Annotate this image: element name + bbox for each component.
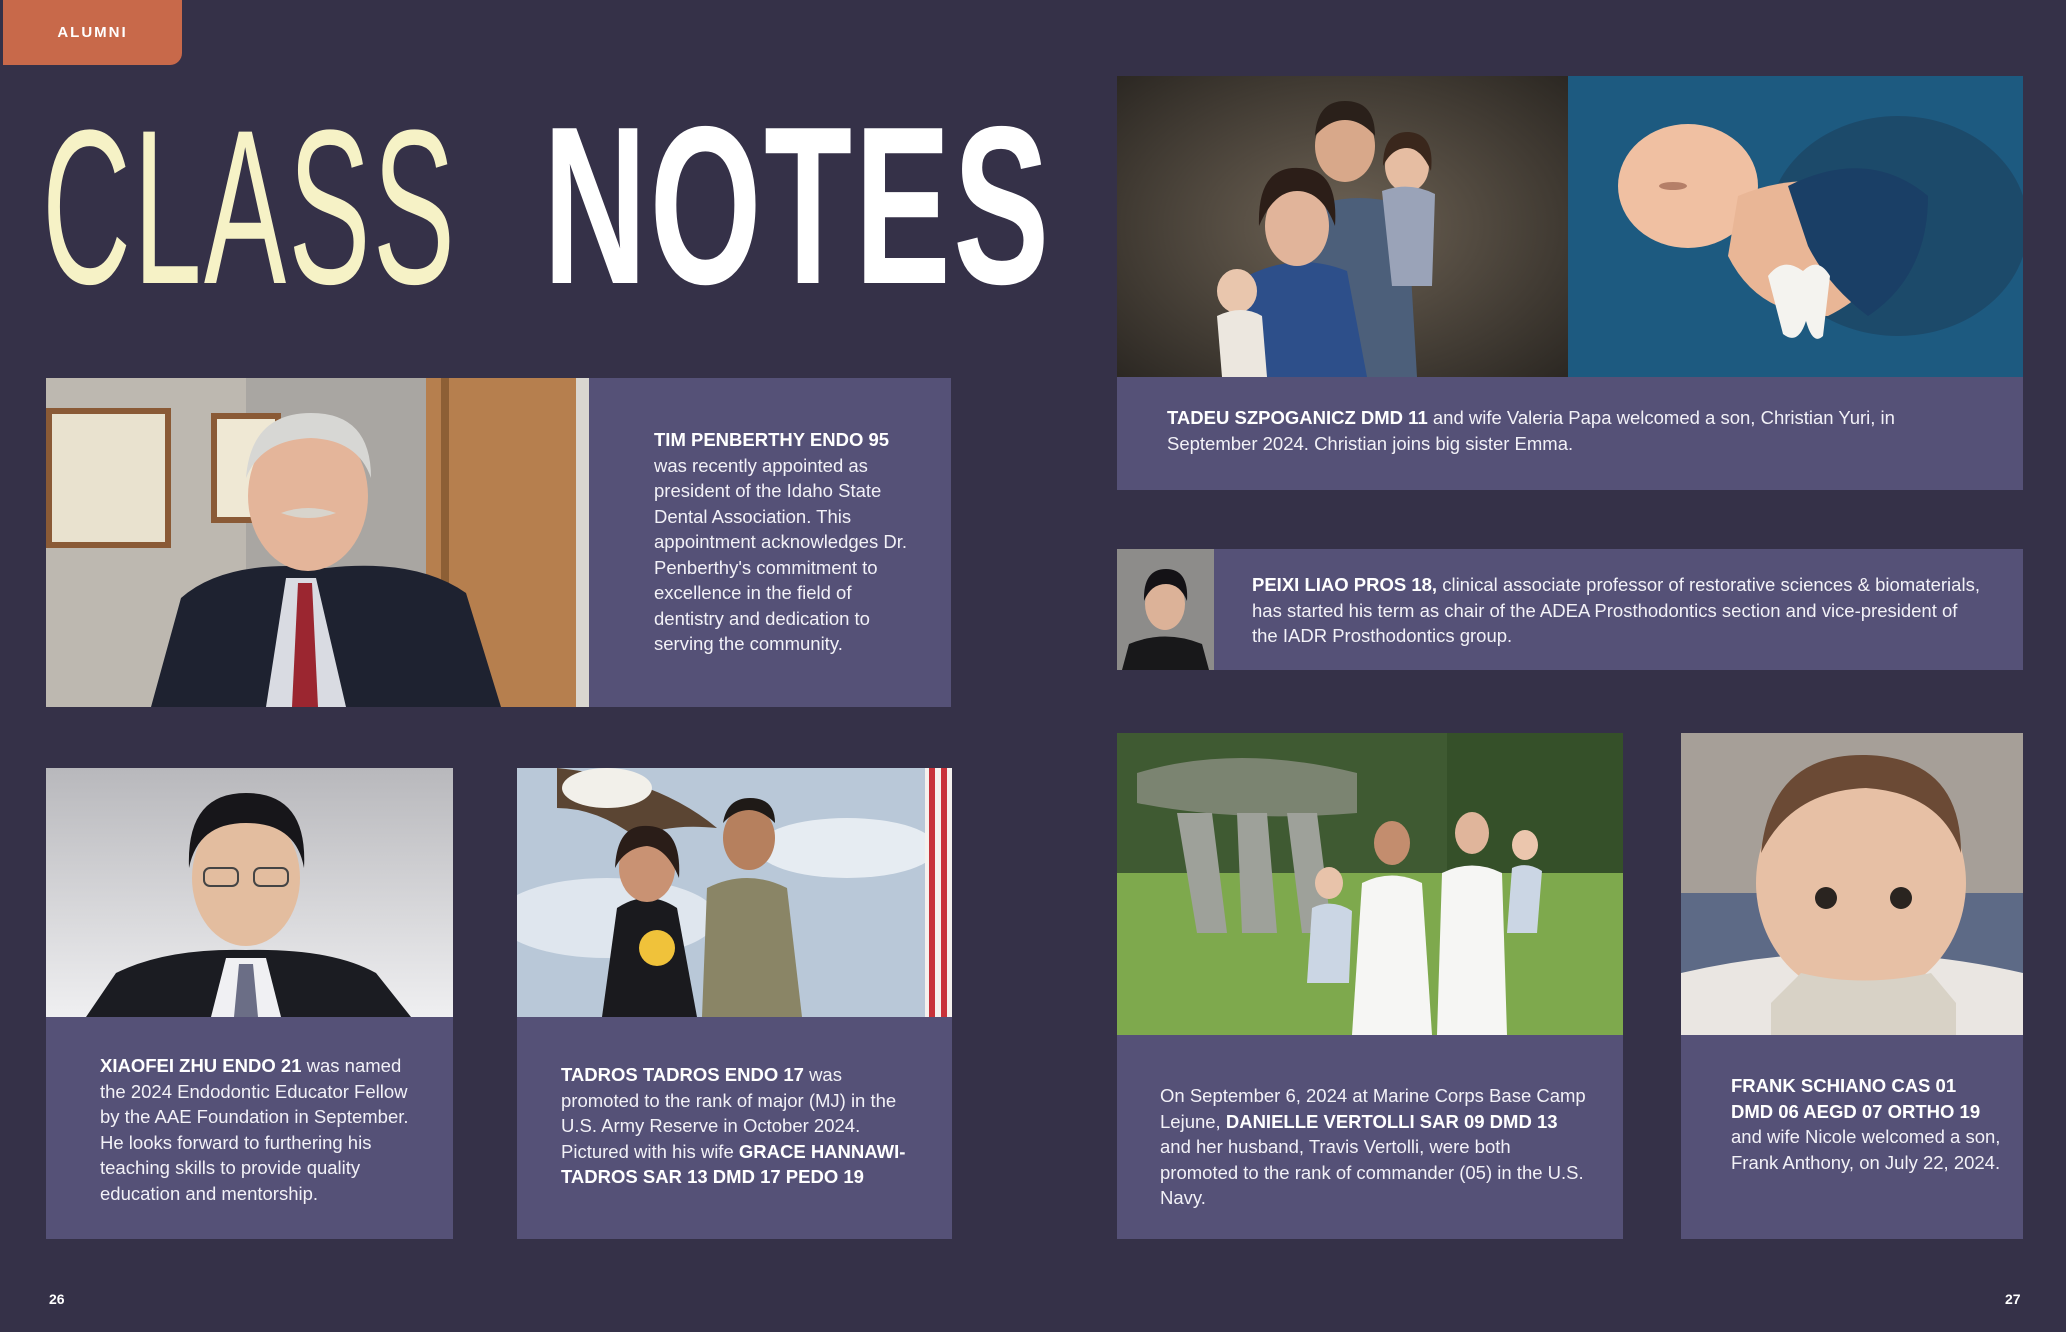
section-tab xyxy=(3,0,182,65)
vertolli-text-after: and her husband, Travis Vertolli, were both promoted to the rank of commander (05) in the U.S. Navy. xyxy=(1160,1136,1584,1208)
liao-note xyxy=(1252,572,1987,649)
szpoganicz-family-photo xyxy=(1117,76,1568,377)
liao-text: clinical associate professor of restorative sciences & biomaterials, has started his term as chair of the ADEA Prosthodontics section and vice-president of the IADR Prosthodontics group. xyxy=(1252,574,1980,646)
page-number-left: 26 xyxy=(49,1291,65,1307)
liao-photo xyxy=(1117,549,1214,670)
tadros-note xyxy=(561,1062,921,1190)
zhu-text: was named the 2024 Endodontic Educator Fellow by the AAE Foundation in September. He looks forward to furthering his teaching skills to provide quality education and mentorship. xyxy=(100,1055,409,1204)
zhu-photo xyxy=(46,768,453,1017)
schiano-note xyxy=(1731,1073,2001,1175)
penberthy-name: TIM PENBERTHY ENDO 95 xyxy=(654,429,890,450)
newborn-photo xyxy=(1568,76,2023,377)
section-tab-label: ALUMNI xyxy=(57,24,128,41)
title-bold-word: NOTES xyxy=(543,79,1053,331)
schiano-name: FRANK SCHIANO CAS 01 DMD 06 AEGD 07 ORTHO 19 xyxy=(1731,1075,1981,1122)
schiano-text: and wife Nicole welcomed a son, Frank Anthony, on July 22, 2024. xyxy=(1731,1126,2001,1173)
vertolli-name: DANIELLE VERTOLLI SAR 09 DMD 13 xyxy=(1225,1110,1558,1132)
vertolli-photo xyxy=(1117,733,1623,1035)
schiano-photo xyxy=(1681,733,2023,1035)
penberthy-note xyxy=(654,427,914,657)
zhu-name: XIAOFEI ZHU ENDO 21 xyxy=(100,1055,302,1076)
tadros-photo xyxy=(517,768,952,1017)
tadros-spouse: GRACE HANNAWI-TADROS SAR 13 DMD 17 PEDO 19 xyxy=(561,1140,906,1187)
vertolli-text-before: On September 6, 2024 at Marine Corps Base Camp Lejune, xyxy=(1160,1085,1586,1132)
page-number-right: 27 xyxy=(2005,1291,2021,1307)
penberthy-text: was recently appointed as president of the Idaho State Dental Association. This appointment acknowledges Dr. Penberthy's commitment to excellence in the field of dentistry and dedication to serving the community. xyxy=(654,454,907,654)
vertolli-note xyxy=(1160,1083,1590,1211)
zhu-note xyxy=(100,1053,420,1206)
title-light-word: CLASS xyxy=(42,84,458,330)
szpoganicz-name: TADEU SZPOGANICZ DMD 11 xyxy=(1167,407,1428,428)
liao-name: PEIXI LIAO PROS 18, xyxy=(1252,574,1438,595)
tadros-text: was promoted to the rank of major (MJ) in the U.S. Army Reserve in October 2024. Pictured with his wife xyxy=(561,1064,897,1162)
penberthy-photo xyxy=(46,378,589,707)
szpoganicz-text: and wife Valeria Papa welcomed a son, Christian Yuri, in September 2024. Christian joins big sister Emma. xyxy=(1167,407,1895,454)
tadros-name: TADROS TADROS ENDO 17 xyxy=(561,1064,804,1085)
szpoganicz-note xyxy=(1167,405,1977,456)
